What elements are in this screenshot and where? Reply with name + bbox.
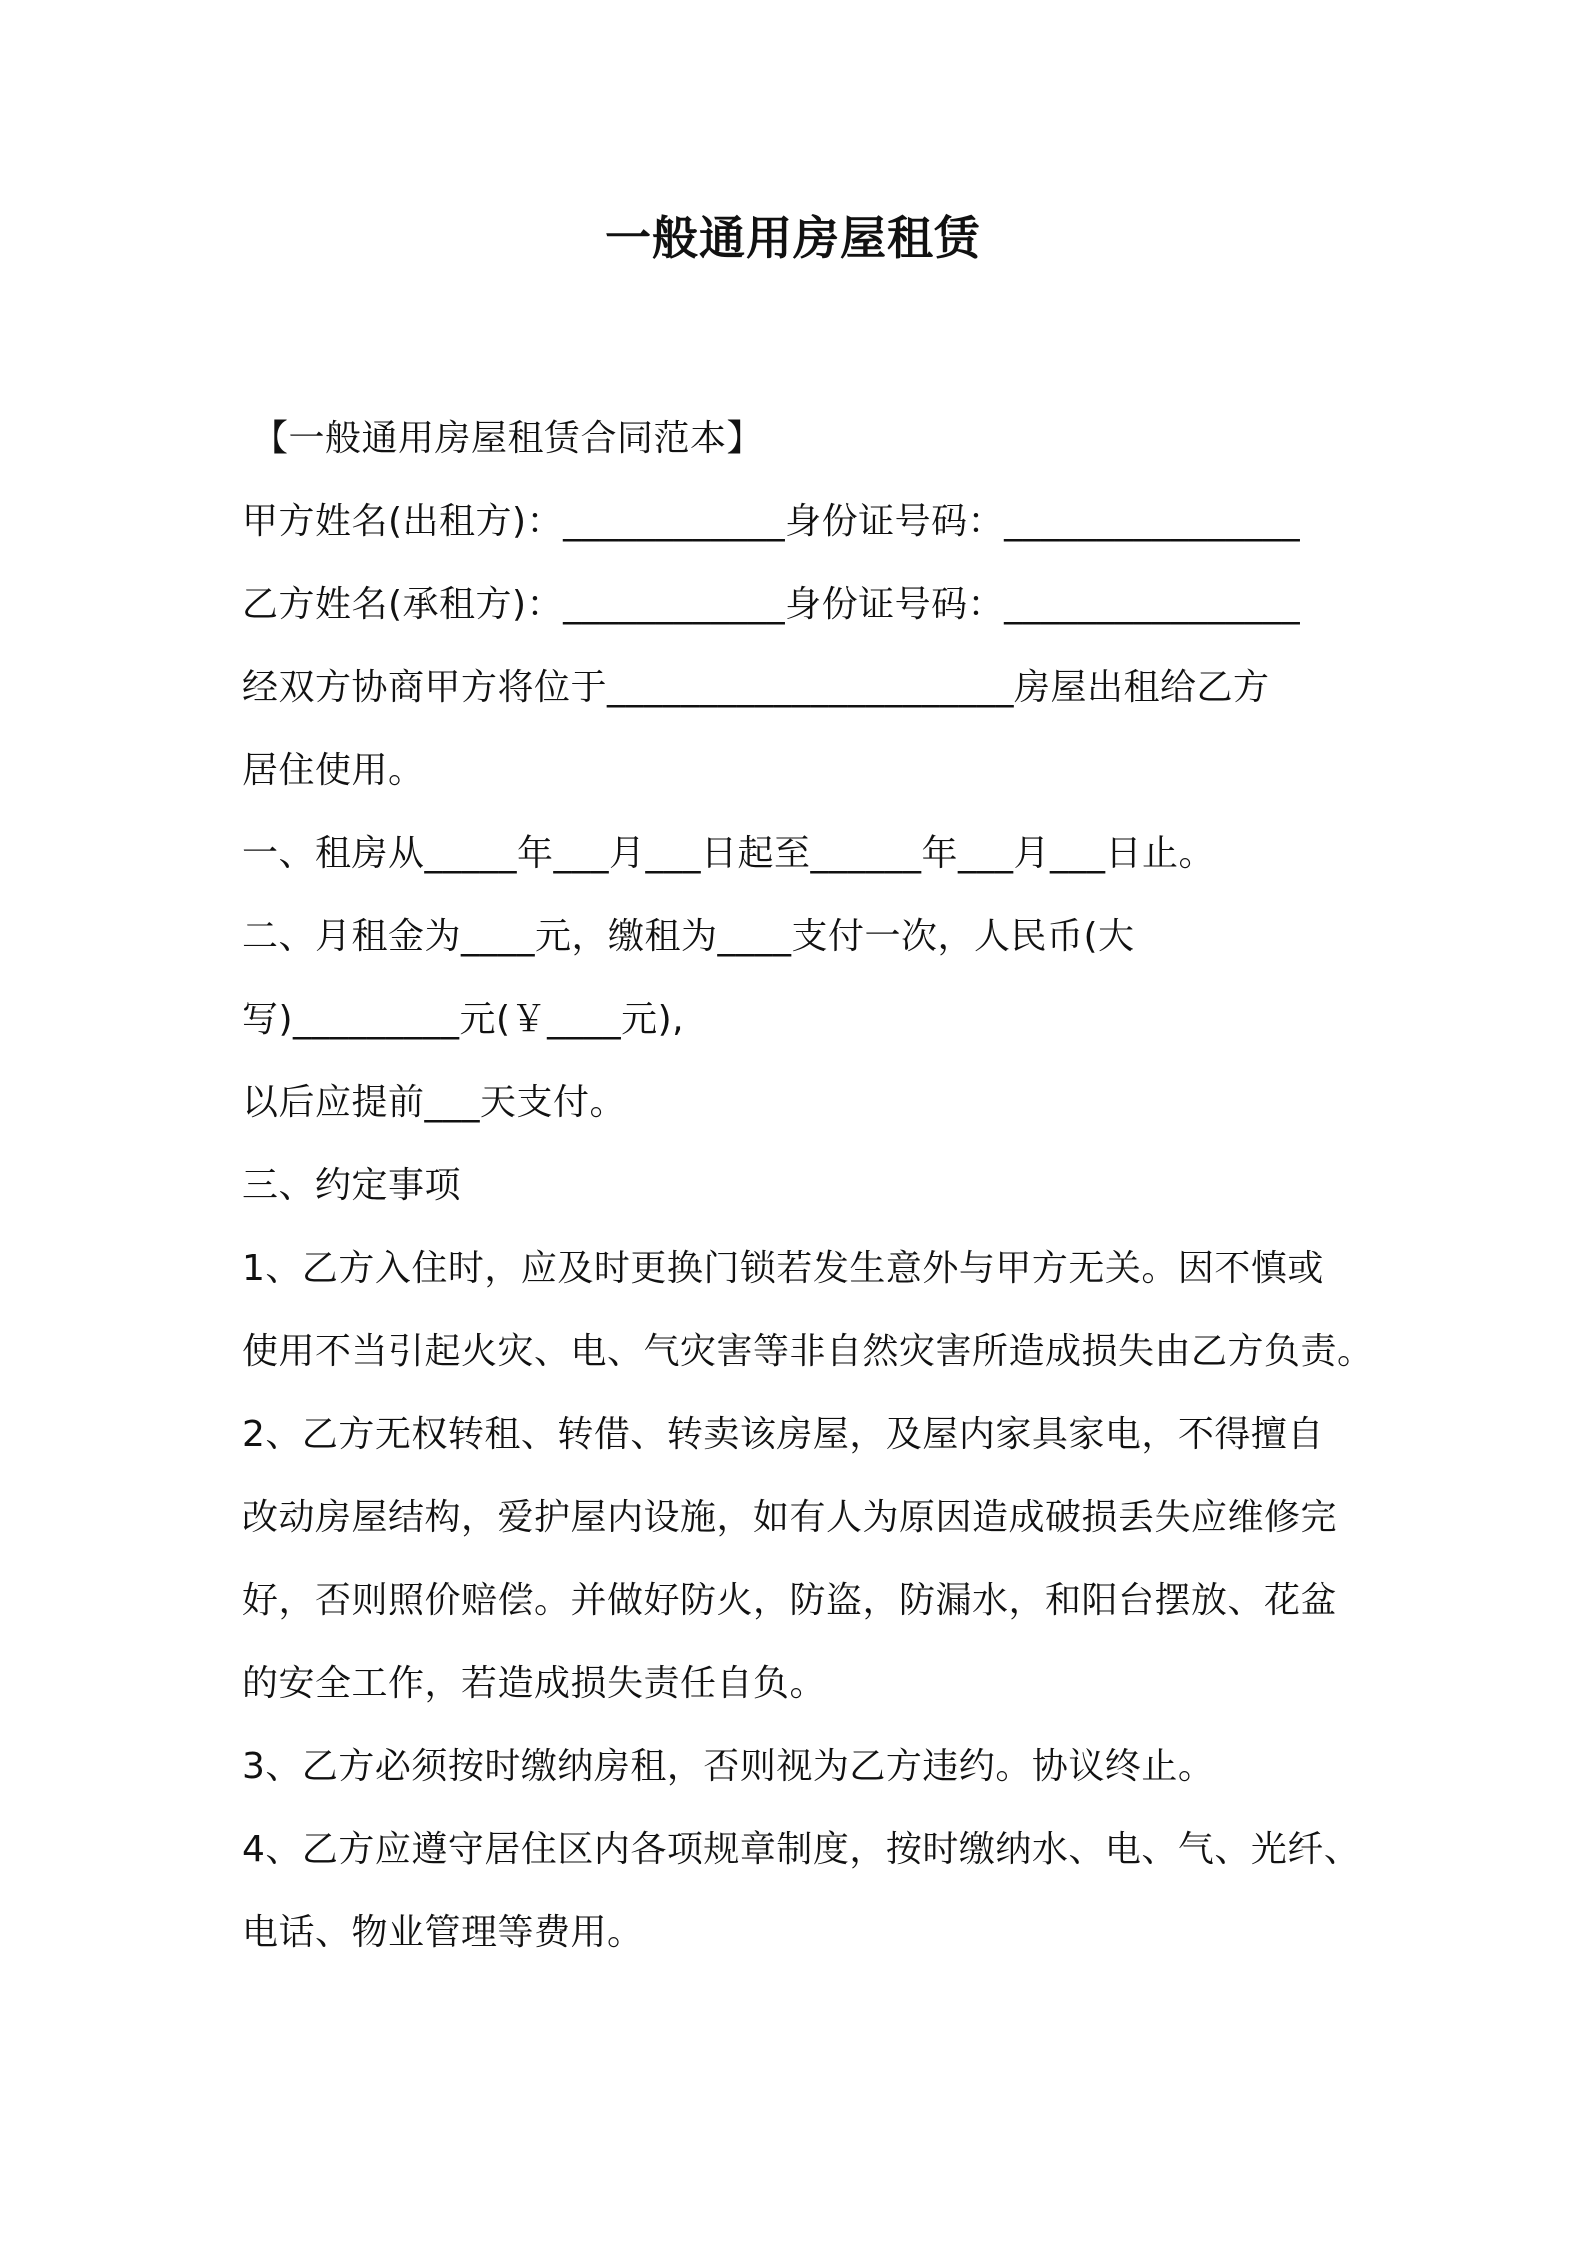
item-4-line-1: 4、乙方应遵守居住区内各项规章制度，按时缴纳水、电、气、光纤、 (242, 1829, 1361, 1870)
clause-2-rent-amount: 写)_________元(￥____元), (242, 999, 685, 1040)
clause-2-rent: 二、月租金为____元，缴租为____支付一次，人民币(大 (242, 916, 1135, 957)
clause-2-payment-advance: 以后应提前___天支付。 (242, 1082, 627, 1123)
item-2-line-1: 2、乙方无权转租、转借、转卖该房屋，及屋内家具家电，不得擅自 (242, 1414, 1324, 1455)
contract-heading: 【一般通用房屋租赁合同范本】 (252, 418, 764, 459)
party-a-line: 甲方姓名(出租方)：____________身份证号码：________________ (242, 501, 1301, 542)
item-2-line-4: 的安全工作，若造成损失责任自负。 (242, 1663, 827, 1704)
item-2-line-2: 改动房屋结构，爱护屋内设施，如有人为原因造成破损丢失应维修完 (242, 1497, 1338, 1538)
party-b-line: 乙方姓名(承租方)：____________身份证号码：________________ (242, 584, 1301, 625)
item-4-line-2: 电话、物业管理等费用。 (242, 1912, 644, 1953)
item-3-line-1: 3、乙方必须按时缴纳房租，否则视为乙方违约。协议终止。 (242, 1746, 1215, 1787)
document-title: 一般通用房屋租赁 (605, 211, 981, 265)
property-location-line: 经双方协商甲方将位于______________________房屋出租给乙方 (242, 667, 1270, 708)
item-1-line-1: 1、乙方入住时，应及时更换门锁若发生意外与甲方无关。因不慎或 (242, 1248, 1324, 1289)
clause-1-lease-term: 一、租房从_____年___月___日起至______年___月___日止。 (242, 833, 1216, 874)
item-2-line-3: 好，否则照价赔偿。并做好防火，防盗，防漏水，和阳台摆放、花盆 (242, 1580, 1338, 1621)
item-1-line-2: 使用不当引起火灾、电、气灾害等非自然灾害所造成损失由乙方负责。 (242, 1331, 1374, 1372)
clause-3-heading: 三、约定事项 (242, 1165, 462, 1206)
property-usage-line: 居住使用。 (242, 750, 425, 791)
